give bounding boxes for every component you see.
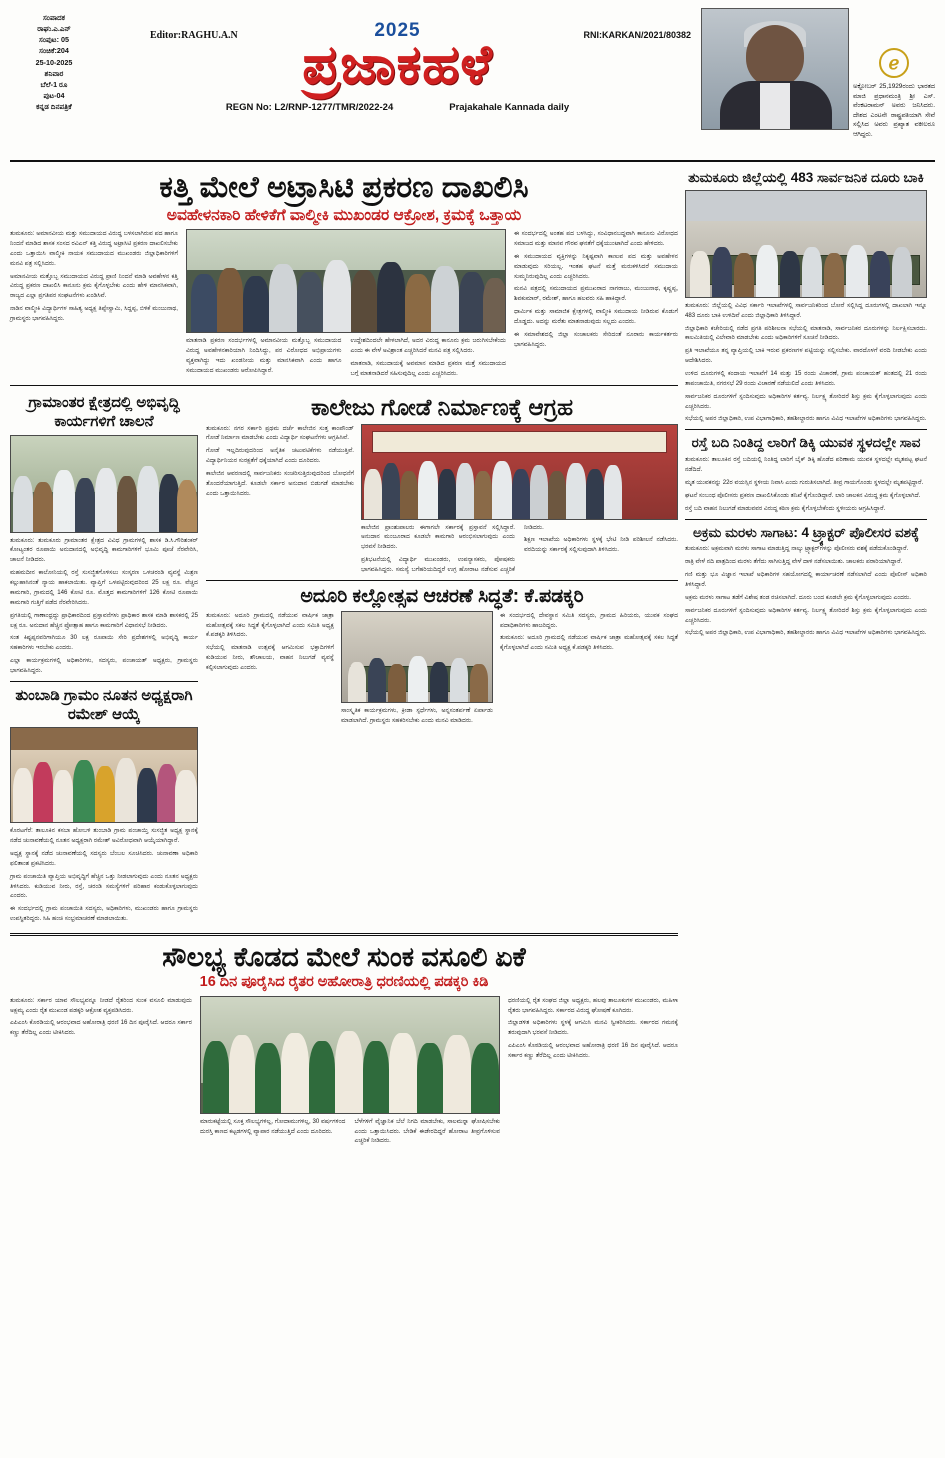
paragraph: ಸಾರ್ವಜನಿಕರ ದೂರುಗಳಿಗೆ ಸ್ಪಂದಿಸುವುದು ಅಧಿಕಾರಿಗಳ ಕರ್ತವ್ಯ. ನಿರ್ಲಕ್ಷ್ಯ ತೋರಿದರೆ ಶಿಸ್ತು ಕ್ರಮ ಕೈಗೊಳ್ಳಲಾಗುವುದು ಎಂದು ಎಚ್ಚರಿಸಿದರು. bbox=[685, 606, 927, 624]
masthead-info-line: ರಾಘು.ಎ.ಎನ್ bbox=[37, 24, 71, 34]
paragraph: ತುಮಕೂರು: ನಗರ ಸರ್ಕಾರಿ ಪ್ರಥಮ ದರ್ಜೆ ಕಾಲೇಜಿನ ಸುತ್ತ ಕಾಂಪೌಂಡ್ ಗೋಡೆ ನಿರ್ಮಾಣ ಮಾಡಬೇಕು ಎಂದು ವಿದ್ಯಾರ್ಥಿ ಸಂಘಟನೆಗಳು ಆಗ್ರಹಿಸಿವೆ. bbox=[206, 424, 354, 442]
paragraph: ಉಳಿದ ದೂರುಗಳಲ್ಲಿ ಕಂದಾಯ ಇಲಾಖೆಗೆ 14 ಮತ್ತು 15 ರಂದು ವಿಚಾರಣೆ, ಗ್ರಾಮ ಪಂಚಾಯತ್ ಹಂತದಲ್ಲಿ 21 ರಂದು ತಾಪಂಚಾಯಿತಿ, ನಗರಸಭೆ 29 ರಂದು ವಿಚಾರಣೆ ನಡೆಯಲಿದೆ ಎಂದು ತಿಳಿಸಿದರು. bbox=[685, 370, 927, 387]
portrait-head bbox=[746, 25, 804, 87]
right-story2-text bbox=[685, 455, 927, 513]
masthead bbox=[10, 8, 935, 156]
masthead-note bbox=[853, 8, 935, 156]
farmers-subheadline: 16 ದಿನ ಪೂರೈಸಿದ ರೈತರ ಅಹೋರಾತ್ರಿ ಧರಣಿಯಲ್ಲಿ ಪಡಕ್ಕರಿ ಕಿಡಿ bbox=[199, 974, 489, 991]
section-divider bbox=[10, 681, 198, 682]
paragraph: ತುಮಕೂರು: ಅದೂರಿ ಗ್ರಾಮದಲ್ಲಿ ನಡೆಯುವ ವಾರ್ಷಿಕ ಜಾತ್ರಾ ಮಹೋತ್ಸವಕ್ಕೆ ಸಕಲ ಸಿದ್ಧತೆ ಕೈಗೊಳ್ಳಲಾಗಿದೆ ಎಂದು ಸಮಿತಿ ಅಧ್ಯಕ್ಷ ಕೆ.ಪಡಕ್ಕರಿ ತಿಳಿಸಿದರು. bbox=[206, 611, 334, 639]
paragraph: ರಸ್ತೆ ಬದಿ ವಾಹನ ನಿಲುಗಡೆ ಮಾಡುವವರ ವಿರುದ್ಧ ಕಠಿಣ ಕ್ರಮ ಕೈಗೊಳ್ಳಬೇಕೆಂದು ಸ್ಥಳೀಯರು ಆಗ್ರಹಿಸಿದ್ದಾರೆ. bbox=[685, 504, 886, 512]
photo-crowd bbox=[342, 646, 492, 702]
paragraph: ತುಮಕೂರು: ಅದೂರಿ ಗ್ರಾಮದಲ್ಲಿ ನಡೆಯುವ ವಾರ್ಷಿಕ ಜಾತ್ರಾ ಮಹೋತ್ಸವಕ್ಕೆ ಸಕಲ ಸಿದ್ಧತೆ ಕೈಗೊಳ್ಳಲಾಗಿದೆ ಎಂದು ಸಮಿತಿ ಅಧ್ಯಕ್ಷ ಕೆ.ಪಡಕ್ಕರಿ ತಿಳಿಸಿದರು. bbox=[500, 634, 678, 652]
paragraph: ಕಾಲೇಜಿನ ಆವರಣದಲ್ಲಿ ಸಾರ್ವಜನಿಕರು ಸಂಚರಿಸುತ್ತಿರುವುದರಿಂದ ಬೋಧನೆಗೆ ತೊಂದರೆಯಾಗುತ್ತಿದೆ. ಕೂಡಲೇ ಸರ್ಕಾರ ಅನುದಾನ ಬಿಡುಗಡೆ ಮಾಡಬೇಕು ಎಂದು ಒತ್ತಾಯಿಸಿದರು. bbox=[206, 470, 354, 497]
adoor-headline: ಅದೂರಿ ಕಲ್ಲೋತ್ಸವ ಆಚರಣೆ ಸಿದ್ಧತೆ: ಕೆ.ಪಡಕ್ಕರಿ bbox=[300, 585, 584, 607]
college-headline: ಕಾಲೇಜು ಗೋಡೆ ನಿರ್ಮಾಣಕ್ಕೆ ಆಗ್ರಹ bbox=[310, 394, 574, 421]
tumbadi-text bbox=[10, 826, 198, 924]
college-photo bbox=[361, 424, 678, 520]
paragraph: ಗಣಿ ಮತ್ತು ಭೂ ವಿಜ್ಞಾನ ಇಲಾಖೆ ಅಧಿಕಾರಿಗಳ ಸಹಯೋಗದಲ್ಲಿ ಕಾರ್ಯಾಚರಣೆ ನಡೆಸಲಾಗಿದೆ ಎಂದು ಪೊಲೀಸ್ ಅಧಿಕಾರಿ ತಿಳಿಸಿದ್ದಾರೆ. bbox=[685, 571, 927, 588]
farmers-photo bbox=[200, 996, 500, 1114]
tumbadi-photo bbox=[10, 727, 198, 823]
portrait-photo bbox=[701, 8, 849, 130]
portrait-shirt bbox=[760, 83, 790, 130]
paragraph: ಈ ಸಮುದಾಯದ ವ್ಯಕ್ತಿಗಳನ್ನು ನಿಕೃಷ್ಟವಾಗಿ ಕಾಣುವ ಪದ ಮತ್ತು ಅವಹೇಳನ ಮಾಡುವುದು ಸರಿಯಲ್ಲ. ಇಂತಹ ಘಟನೆ ಮತ್ತೆ ಮರುಕಳಿಸಿದರೆ ಸಮುದಾಯ ಸುಮ್ಮನಿರುವುದಿಲ್ಲ ಎಂದು ಎಚ್ಚರಿಸಿದರು. bbox=[514, 252, 678, 280]
farmers-headline: ಸೌಲಭ್ಯ ಕೊಡದ ಮೇಲೆ ಸುಂಕ ವಸೂಲಿ ಏಕೆ bbox=[162, 942, 526, 973]
paragraph: ಪ್ರಗತಿಯಲ್ಲಿ ಗಾಣಾಂಧ್ರದ್ದು ಪ್ರಾಧಿಕಾರದಿಂದ ಪ್ರಸ್ತಾವನೆಗಳು ಪ್ರಾಧಿಕಾರ ಶಾಸಕ ಮಾಡಿ ಶಾಸಕರಲ್ಲಿ 25 ಲಕ್ಷ ರೂ. ಅನುದಾನ ಹೆಚ್ಚಿನ ಪ್ರೋತ್ಸಾಹ ಹಾಗೂ ಕಾಮಗಾರಿಗೆ ವಿಧಾನಸಭೆ ನೀಡಿದರು. bbox=[10, 611, 198, 629]
newspaper-tagline: Prajakahale Kannada daily bbox=[449, 102, 570, 113]
paragraph: ತುಮಕೂರು: ಸರ್ಕಾರ ಯಾವ ಸೌಲಭ್ಯವನ್ನೂ ನೀಡದೆ ರೈತರಿಂದ ಸುಂಕ ವಸೂಲಿ ಮಾಡುವುದು ಅಕ್ಷಮ್ಯ ಎಂದು ರೈತ ಮುಖಂಡ ಪಡಕ್ಕರಿ ಆಕ್ರೋಶ ವ್ಯಕ್ತಪಡಿಸಿದರು. bbox=[10, 996, 192, 1014]
paragraph: ತುಮಕೂರು: ಅಮಾನವೀಯ ಮತ್ತು ಸಮುದಾಯದ ವಿರುದ್ಧ ಬಳಸಲಾಗಿರುವ ಪದ ಹಾಗೂ ನಿಂದನೆ ಮಾಡಿದ ಶಾಸಕ ಸಂಸದ ರವಿಎನ್ ಕತ್ತಿ ವಿರುದ್ಧ ಅಟ್ರಾಸಿಟಿ ಪ್ರಕರಣ ದಾಖಲಿಸಬೇಕು ಎಂದು ಒತ್ತಾಯಿಸಿ ವಾಲ್ಮೀಕಿ ನಾಯಕ ಸಮುದಾಯದ ಮುಖಂಡರು ಜಿಲ್ಲಾಧಿಕಾರಿಗಳಿಗೆ ಮನವಿ ಪತ್ರ ಸಲ್ಲಿಸಿದರು. bbox=[10, 230, 178, 267]
section-divider bbox=[685, 429, 927, 430]
paragraph: ಘಟನೆ ಸಂಬಂಧ ಪೊಲೀಸರು ಪ್ರಕರಣ ದಾಖಲಿಸಿಕೊಂಡು ತನಿಖೆ ಕೈಗೊಂಡಿದ್ದಾರೆ. ಲಾರಿ ಚಾಲಕನ ವಿರುದ್ಧ ಕ್ರಮ ಕೈಗೊಳ್ಳಲಾಗಿದೆ. bbox=[685, 491, 921, 499]
lead-subheadline: ಅವಹೇಳನಕಾರಿ ಹೇಳಿಕೆಗೆ ವಾಲ್ಮೀಕಿ ಮುಖಂಡರ ಆಕ್ರೋಶ, ಕ್ರಮಕ್ಕೆ ಒತ್ತಾಯ bbox=[166, 206, 522, 224]
section-divider bbox=[10, 933, 678, 936]
paragraph: ಕಾಲೇಜಿನ ಪ್ರಾಂಶುಪಾಲರು ಈಗಾಗಲೇ ಸರ್ಕಾರಕ್ಕೆ ಪ್ರಸ್ತಾವನೆ ಸಲ್ಲಿಸಿದ್ದಾರೆ. ಅನುದಾನ ಮಂಜೂರಾದ ಕೂಡಲೇ ಕಾಮಗಾರಿ ಆರಂಭಿಸಲಾಗುವುದು ಎಂದು ಭರವಸೆ ನೀಡಿದರು. bbox=[361, 523, 515, 551]
lead-text-left bbox=[10, 229, 178, 380]
paragraph: ಪ್ರತಿಭಟನೆಯಲ್ಲಿ ವಿದ್ಯಾರ್ಥಿ ಮುಖಂಡರು, ಉಪನ್ಯಾಸಕರು, ಪೋಷಕರು ಭಾಗವಹಿಸಿದ್ದರು. ಸಮಸ್ಯೆ ಬಗೆಹರಿಯದಿದ್ದರೆ ಉಗ್ರ ಹೋರಾಟ ನಡೆಸುವ ಎಚ್ಚರಿಕೆ ನೀಡಿದರು. bbox=[361, 523, 544, 573]
rni-label: RNI:KARKAN/2021/80382 bbox=[583, 30, 691, 40]
registration-number: REGN No: L2/RNP-1277/TMR/2022-24 bbox=[225, 102, 394, 113]
paragraph: ಮಾರುಕಟ್ಟೆಯಲ್ಲಿ ಸೂಕ್ತ ಸೌಲಭ್ಯಗಳಿಲ್ಲ, ಗೋದಾಮುಗಳಿಲ್ಲ, 30 ವರ್ಷಗಳಿಂದ ದುರಸ್ತಿ ಕಾಣದ ಕಟ್ಟಡಗಳಲ್ಲಿ ವ್ಯಾಪಾರ ನಡೆಯುತ್ತಿದೆ ಎಂದು ದೂರಿದರು. bbox=[200, 1117, 346, 1135]
masthead-language: ಕನ್ನಡ ದಿನಪತ್ರಿಕೆ bbox=[36, 102, 72, 112]
paragraph: ಧಾರ್ಮಿಕ ಮತ್ತು ಸಾಮಾಜಿಕ ಕ್ಷೇತ್ರಗಳಲ್ಲಿ ವಾಲ್ಮೀಕಿ ಸಮುದಾಯ ನೀಡಿರುವ ಕೊಡುಗೆ ದೊಡ್ಡದು. ಅದನ್ನು ಮರೆತು ಮಾತನಾಡುವುದು ಸಲ್ಲದು ಎಂದರು. bbox=[514, 308, 678, 326]
masthead-price: ಬೆಲೆ-1 ರೂ bbox=[40, 79, 68, 89]
village-headline: ಗ್ರಾಮಾಂತರ ಕ್ಷೇತ್ರದಲ್ಲಿ ಅಭಿವೃದ್ಧಿ ಕಾರ್ಯಗಳಿಗೆ ಚಾಲನೆ bbox=[28, 394, 180, 430]
photo-crowd bbox=[686, 227, 926, 297]
photo-crowd bbox=[201, 1015, 499, 1113]
paragraph: ಧರಣಿಯಲ್ಲಿ ರೈತ ಸಂಘದ ಜಿಲ್ಲಾ ಅಧ್ಯಕ್ಷರು, ಹಲವು ತಾಲೂಕುಗಳ ಮುಖಂಡರು, ಮಹಿಳಾ ರೈತರು ಭಾಗವಹಿಸಿದ್ದರು. ಸರ್ಕಾರದ ವಿರುದ್ಧ ಘೋಷಣೆ ಕೂಗಿದರು. bbox=[508, 996, 678, 1014]
right-story1-headline: ತುಮಕೂರು ಜಿಲ್ಲೆಯಲ್ಲಿ 483 ಸಾರ್ವಜನಿಕ ದೂರು ಬಾಕಿ bbox=[688, 170, 924, 185]
paragraph: ಸಾಂಸ್ಕೃತಿಕ ಕಾರ್ಯಕ್ರಮಗಳು, ಕ್ರೀಡಾ ಸ್ಪರ್ಧೆಗಳು, ಅನ್ನಸಂತರ್ಪಣೆ ಏರ್ಪಾಡು ಮಾಡಲಾಗಿದೆ. ಗ್ರಾಮಸ್ಥರು ಸಹಕರಿಸಬೇಕು ಎಂದು ಮನವಿ ಮಾಡಿದರು. bbox=[341, 706, 493, 724]
paragraph: ಮಾತನಾಡಿ ಪ್ರಕರಣ ಸಂದರ್ಭಗಳಲ್ಲಿ ಅಮಾನವೀಯ ಮತ್ತೊಬ್ಬ ಸಮುದಾಯದ ವಿರುದ್ಧ ಅವಹೇಳನಕಾರಿಯಾಗಿ ನಿಂದಿಸಿದ್ದು, ಪರ ವಿರೋಧದ ಅಭಿಪ್ರಾಯಗಳು ವ್ಯಕ್ತವಾಗಿದ್ದು ಇದು ಖಂಡನೀಯ ಮತ್ತು ಮಾನಸಿಕವಾಗಿ ಎಂದು ಹಾಗೂ ಸಮುದಾಯದ ಮುಖಂಡರು ಆರೋಪಿಸಿದ್ದಾರೆ. bbox=[186, 337, 342, 374]
adoor-text-center bbox=[341, 706, 493, 726]
paragraph: ಮಾತನಾಡಿ, ಸಮುದಾಯಕ್ಕೆ ಅವಮಾನ ಮಾಡಿದ ಪ್ರಕರಣ ಮತ್ತೆ ಸಮುದಾಯದ ಬಗ್ಗೆ ಮಾತನಾಡಿದರೆ ಸಹಿಸುವುದಿಲ್ಲ ಎಂದು ಎಚ್ಚರಿಸಿದರು. bbox=[350, 359, 506, 377]
masthead-issue: ಸಂಚಿಕೆ:204 bbox=[39, 46, 69, 56]
photo-wall bbox=[686, 191, 926, 221]
left-sub-column bbox=[10, 391, 198, 927]
masthead-center bbox=[98, 8, 697, 156]
main-column bbox=[10, 167, 678, 1146]
section-divider bbox=[685, 519, 927, 520]
photo-banner bbox=[11, 728, 197, 750]
newspaper-title: ಪ್ರಜಾಕಹಳೆ bbox=[302, 35, 493, 95]
masthead-divider bbox=[10, 160, 935, 162]
lead-photo bbox=[186, 229, 506, 333]
masthead-info-block bbox=[10, 8, 98, 156]
paragraph: ಎಪಿಎಂಸಿ ಕೊಠಡಿಯಲ್ಲಿ ಆರಂಭವಾದ ಅಹೋರಾತ್ರಿ ಧರಣಿ 16 ದಿನ ಪೂರೈಸಿದೆ. ಆದರೂ ಸರ್ಕಾರ ಕಣ್ಣು ತೆರೆದಿಲ್ಲ ಎಂದು ಟೀಕಿಸಿದರು. bbox=[508, 1042, 678, 1059]
right-story1-text bbox=[685, 301, 927, 424]
paragraph: ಗ್ರಾಮ ಪಂಚಾಯಿತಿ ವ್ಯಾಪ್ತಿಯ ಅಭಿವೃದ್ಧಿಗೆ ಹೆಚ್ಚಿನ ಒತ್ತು ನೀಡಲಾಗುವುದು ಎಂದು ನೂತನ ಅಧ್ಯಕ್ಷರು ತಿಳಿಸಿದರು. ಕುಡಿಯುವ ನೀರು, ರಸ್ತೆ, ಚರಂಡಿ ಸಮಸ್ಯೆಗಳಿಗೆ ಪರಿಹಾರ ಕಂಡುಕೊಳ್ಳಲಾಗುವುದು ಎಂದರು. bbox=[10, 872, 198, 900]
paragraph: ಮೃತ ಯುವಕನನ್ನು 22ರ ವಯಸ್ಸಿನ ಸ್ಥಳೀಯ ನಿವಾಸಿ ಎಂದು ಗುರುತಿಸಲಾಗಿದೆ. ತೀವ್ರ ಗಾಯಗೊಂಡು ಸ್ಥಳದಲ್ಲೇ ಮೃತಪಟ್ಟಿದ್ದಾರೆ. bbox=[685, 478, 924, 486]
masthead-year: 2025 bbox=[374, 20, 421, 41]
college-text-left bbox=[206, 424, 354, 575]
right-story3-text bbox=[685, 544, 927, 638]
section-divider bbox=[10, 385, 678, 386]
paragraph: ಸಂತ ಕಿಷ್ಟಪ್ಪನವರಿಗಾಗಿಯೂ 30 ಲಕ್ಷ ರೂಪಾಯಿ ಸೇರಿ ಪ್ರದೇಶಗಳಲ್ಲಿ ಅಭಿವೃದ್ಧಿ ಕಾರ್ಯ ಸಹಕಾರಿಗಳು ಇರಬೇಕು ಎಂದರು. bbox=[10, 634, 198, 652]
village-text bbox=[10, 536, 198, 676]
masthead-date: 25-10-2025 bbox=[35, 57, 73, 67]
masthead-pages: ಪುಟ-04 bbox=[43, 91, 65, 101]
lead-headline: ಕತ್ತಿ ಮೇಲೆ ಅಟ್ರಾಸಿಟಿ ಪ್ರಕರಣ ದಾಖಲಿಸಿ bbox=[159, 171, 529, 204]
paragraph: ತುಮಕೂರು: ತಾಲೂಕಿನ ರಸ್ತೆ ಬದಿಯಲ್ಲಿ ನಿಂತಿದ್ದ ಲಾರಿಗೆ ಬೈಕ್ ಡಿಕ್ಕಿ ಹೊಡೆದ ಪರಿಣಾಮ ಯುವಕ ಸ್ಥಳದಲ್ಲೇ ಮೃತಪಟ್ಟ ಘಟನೆ ನಡೆದಿದೆ. bbox=[685, 456, 927, 474]
paragraph: ಬೆಳೆಗಳಿಗೆ ವೈಜ್ಞಾನಿಕ ಬೆಲೆ ನಿಗದಿ ಮಾಡಬೇಕು, ಸಾಲಮನ್ನಾ ಘೋಷಿಸಬೇಕು ಎಂದು ಒತ್ತಾಯಿಸಿದರು. ಬೇಡಿಕೆ ಈಡೇರದಿದ್ದರೆ ಹೋರಾಟ ತೀವ್ರಗೊಳಿಸುವ ಎಚ್ಚರಿಕೆ ನೀಡಿದರು. bbox=[354, 1117, 500, 1145]
paragraph: ಈ ಸಂದರ್ಭದಲ್ಲಿ ಅಂತಹ ಪದ ಬಳಸಿದ್ದು, ಸಂವಿಧಾನಬದ್ಧವಾಗಿ ಕಾನೂನು ವಿರೋಧದ ಸಮಾಜದ ಮತ್ತು ಮಾನವ ಗೌರವ ಘನತೆಗೆ ಧಕ್ಕೆಯುಂಟಾಗಿದೆ ಎಂದು ಹೇಳಿದರು. bbox=[514, 230, 678, 248]
paragraph: ಈ ಸಂದರ್ಭದಲ್ಲಿ ದೇವಸ್ಥಾನ ಸಮಿತಿ ಸದಸ್ಯರು, ಗ್ರಾಮದ ಹಿರಿಯರು, ಯುವಕ ಸಂಘದ ಪದಾಧಿಕಾರಿಗಳು ಹಾಜರಿದ್ದರು. bbox=[500, 611, 678, 629]
village-photo bbox=[10, 435, 198, 533]
paragraph: ಜಿಲ್ಲಾಡಳಿತ ಅಧಿಕಾರಿಗಳು ಸ್ಥಳಕ್ಕೆ ಆಗಮಿಸಿ ಮನವಿ ಸ್ವೀಕರಿಸಿದರು. ಸರ್ಕಾರದ ಗಮನಕ್ಕೆ ತರುವುದಾಗಿ ಭರವಸೆ ನೀಡಿದರು. bbox=[508, 1019, 678, 1037]
college-text-right bbox=[361, 523, 678, 575]
photo-crowd bbox=[187, 246, 505, 332]
paragraph: ಪ್ರತಿ ಇಲಾಖೆಯೂ ತನ್ನ ವ್ಯಾಪ್ತಿಯಲ್ಲಿ ಬಾಕಿ ಇರುವ ಪ್ರಕರಣಗಳ ಪಟ್ಟಿಯನ್ನು ಸಲ್ಲಿಸಬೇಕು. ವಾರದೊಳಗೆ ವರದಿ ನೀಡಬೇಕು ಎಂದು ಆದೇಶಿಸಿದರು. bbox=[685, 347, 927, 365]
center-sub-column bbox=[206, 391, 678, 927]
right-story3-headline: ಅಕ್ರಮ ಮರಳು ಸಾಗಾಟ: 4 ಟ್ರ್ಯಾಕ್ಟರ್ ಪೊಲೀಸರ ವಶಕ್ಕೆ bbox=[693, 524, 919, 540]
farmers-text-right bbox=[508, 996, 678, 1147]
paragraph: ಮನವಿ ಪತ್ರದಲ್ಲಿ ಸಮುದಾಯದ ಪ್ರಮುಖರಾದ ನಾಗರಾಜು, ಮಂಜುನಾಥ, ಕೃಷ್ಣಪ್ಪ, ಶಿವಕುಮಾರ್, ರಮೇಶ್, ಹಾಗೂ ಹಲವರು ಸಹಿ ಹಾಕಿದ್ದಾರೆ. bbox=[514, 285, 678, 303]
paragraph: ಈ ಸಂದರ್ಭದಲ್ಲಿ ಗ್ರಾಮ ಪಂಚಾಯಿತಿ ಸದಸ್ಯರು, ಅಧಿಕಾರಿಗಳು, ಮುಖಂಡರು ಹಾಗೂ ಗ್ರಾಮಸ್ಥರು ಉಪಸ್ಥಿತರಿದ್ದರು. ಸಿಹಿ ಹಂಚಿ ಸಂಭ್ರಮಾಚರಣೆ ಮಾಡಲಾಯಿತು. bbox=[10, 905, 198, 923]
adoor-text-left bbox=[206, 611, 334, 729]
paragraph: ಕೊರಟಗೆರೆ: ತಾಲೂಕಿನ ಕಸಬಾ ಹೋಬಳಿ ತುಂಬಾಡಿ ಗ್ರಾಮ ಪಂಚಾಯ್ತಿ ಸುಸಜ್ಜಿತ ಅಧ್ಯಕ್ಷ ಸ್ಥಾನಕ್ಕೆ ನಡೆದ ಚುನಾವಣೆಯಲ್ಲಿ ನೂತನ ಅಧ್ಯಕ್ಷರಾಗಿ ರಮೇಶ್ ಅವಿರೋಧವಾಗಿ ಆಯ್ಕೆಯಾಗಿದ್ದಾರೆ. bbox=[10, 827, 198, 845]
dc-meeting-photo bbox=[685, 190, 927, 298]
lead-text-right bbox=[514, 229, 678, 380]
paragraph: ಸಾರ್ವಜನಿಕರ ದೂರುಗಳಿಗೆ ಸ್ಪಂದಿಸುವುದು ಅಧಿಕಾರಿಗಳ ಕರ್ತವ್ಯ. ನಿರ್ಲಕ್ಷ್ಯ ತೋರಿದರೆ ಶಿಸ್ತು ಕ್ರಮ ಕೈಗೊಳ್ಳಲಾಗುವುದು ಎಂದು ಎಚ್ಚರಿಸಿದರು. bbox=[685, 392, 927, 410]
paragraph: ಎಪಿಎಂಸಿ ಕೊಠಡಿಯಲ್ಲಿ ಆರಂಭವಾದ ಅಹೋರಾತ್ರಿ ಧರಣಿ 16 ದಿನ ಪೂರೈಸಿದೆ. ಆದರೂ ಸರ್ಕಾರ ಕಣ್ಣು ತೆರೆದಿಲ್ಲ ಎಂದು ಟೀಕಿಸಿದರು. bbox=[10, 1019, 192, 1037]
right-story2-headline: ರಸ್ತೆ ಬದಿ ನಿಂತಿದ್ದ ಲಾರಿಗೆ ಡಿಕ್ಕಿ ಯುವಕ ಸ್ಥಳದಲ್ಲೇ ಸಾವ bbox=[691, 435, 921, 451]
section-divider bbox=[206, 580, 678, 581]
paragraph: ಉದ್ದೇಶದಿಂದಲೇ ಹೇಳಲಾಗಿದೆ, ಅದರ ವಿರುದ್ಧ ಕಾನೂನು ಕ್ರಮ ಜರುಗಿಸಬೇಕೆಂದು ಎಂದು ಈ ವೇಳೆ ಅವಿಶ್ರಾಂತ ಎಚ್ಚರಿಸಿದರೆ ಮನವಿ ಪತ್ರ ಸಲ್ಲಿಸಿದರು. bbox=[350, 337, 506, 355]
paragraph: ಸಭೆಯಲ್ಲಿ ಮಾತನಾಡಿ ಉತ್ಸವಕ್ಕೆ ಆಗಮಿಸುವ ಭಕ್ತಾದಿಗಳಿಗೆ ಕುಡಿಯುವ ನೀರು, ಶೌಚಾಲಯ, ವಾಹನ ನಿಲುಗಡೆ ವ್ಯವಸ್ಥೆ ಕಲ್ಪಿಸಲಾಗುವುದು ಎಂದರು. bbox=[206, 644, 334, 671]
paragraph: ಗೋಡೆ ಇಲ್ಲದಿರುವುದರಿಂದ ಅನೈತಿಕ ಚಟುವಟಿಕೆಗಳು ನಡೆಯುತ್ತಿವೆ. ವಿದ್ಯಾರ್ಥಿನಿಯರ ಸುರಕ್ಷತೆಗೆ ಧಕ್ಕೆಯಾಗಿದೆ ಎಂದು ದೂರಿದರು. bbox=[206, 447, 354, 465]
paragraph: ತುಮಕೂರು: ತುಮಕೂರು ಗ್ರಾಮಾಂತರ ಕ್ಷೇತ್ರದ ವಿವಿಧ ಗ್ರಾಮಗಳಲ್ಲಿ ಶಾಸಕ ಡಿ.ಸಿ.ಗೌರಿಶಂಕರ್ ಕೋಟ್ಯಂತರ ರೂಪಾಯಿ ಅನುದಾನದಲ್ಲಿ ಅಭಿವೃದ್ಧಿ ಕಾಮಗಾರಿಗಳಿಗೆ ಭೂಮಿ ಪೂಜೆ ನೆರವೇರಿಸಿ, ಚಾಲನೆ ನೀಡಿದರು. bbox=[10, 536, 198, 564]
paragraph: ಅಧ್ಯಕ್ಷ ಸ್ಥಾನಕ್ಕೆ ನಡೆದ ಚುನಾವಣೆಯಲ್ಲಿ ಸದಸ್ಯರು ಬೆಂಬಲ ಸೂಚಿಸಿದರು. ಚುನಾವಣಾ ಅಧಿಕಾರಿ ಫಲಿತಾಂಶ ಪ್ರಕಟಿಸಿದರು. bbox=[10, 850, 198, 867]
paragraph: ಅಮಾನವೀಯ ಮತ್ತೊಬ್ಬ ಸಮುದಾಯದ ವಿರುದ್ಧ ಪ್ರಾಣಿ ನಿಂದನೆ ಮಾಡಿ ಅವಹೇಳನ ಕತ್ತಿ ವಿರುದ್ಧ ಪ್ರಕರಣ ದಾಖಲಿಸಿ ಕಾನೂನು ಕ್ರಮ ಕೈಗೊಳ್ಳಬೇಕು ಎಂದು ಹೇಳಿ ಮಾನಸಿಕವಾಗಿ, ರಾಜ್ಯದ ಎಲ್ಲಾ ಪ್ರಗತಿಪರ ಸಂಘಟನೆಗಳು ಖಂಡಿಸಿವೆ. bbox=[10, 272, 178, 300]
paragraph: ಅಕ್ರಮ ಮರಳು ಸಾಗಾಟ ತಡೆಗೆ ವಿಶೇಷ ತಂಡ ರಚಿಸಲಾಗಿದೆ. ದೂರು ಬಂದ ಕೂಡಲೇ ಕ್ರಮ ಕೈಗೊಳ್ಳಲಾಗುವುದು ಎಂದರು. bbox=[685, 593, 911, 601]
adoor-text-right bbox=[500, 611, 678, 729]
paragraph: ಈ ಸಮಾವೇಶದಲ್ಲಿ ಜಿಲ್ಲಾ ಸಂಚಾಲಕರು ಸೇರಿದಂತೆ ನೂರಾರು ಕಾರ್ಯಕರ್ತರು ಭಾಗವಹಿಸಿದ್ದರು. bbox=[514, 330, 678, 348]
masthead-right bbox=[697, 8, 935, 156]
paragraph: ಸಭೆಯಲ್ಲಿ ಅಪರ ಜಿಲ್ಲಾಧಿಕಾರಿ, ಉಪ ವಿಭಾಗಾಧಿಕಾರಿ, ತಹಶೀಲ್ದಾರರು ಹಾಗೂ ವಿವಿಧ ಇಲಾಖೆಗಳ ಅಧಿಕಾರಿಗಳು ಭಾಗವಹಿಸಿದ್ದರು. bbox=[685, 629, 927, 637]
lead-text-center bbox=[186, 336, 506, 380]
paragraph: ಜಿಲ್ಲಾಧಿಕಾರಿ ಕಚೇರಿಯಲ್ಲಿ ನಡೆದ ಪ್ರಗತಿ ಪರಿಶೀಲನಾ ಸಭೆಯಲ್ಲಿ ಮಾತನಾಡಿ, ಸಾರ್ವಜನಿಕರ ದೂರುಗಳನ್ನು ನಿರ್ಲಕ್ಷಿಸಬಾರದು. ಕಾಲಮಿತಿಯಲ್ಲಿ ವಿಲೇವಾರಿ ಮಾಡಬೇಕು ಎಂದು ಅಧಿಕಾರಿಗಳಿಗೆ ಸೂಚನೆ ನೀಡಿದರು. bbox=[685, 324, 927, 342]
right-column bbox=[685, 167, 927, 1146]
photo-crowd bbox=[362, 449, 677, 519]
paragraph: ಶಿಕ್ಷಣ ಇಲಾಖೆಯ ಅಧಿಕಾರಿಗಳು ಸ್ಥಳಕ್ಕೆ ಭೇಟಿ ನೀಡಿ ಪರಿಶೀಲನೆ ನಡೆಸಿದರು. ವರದಿಯನ್ನು ಸರ್ಕಾರಕ್ಕೆ ಸಲ್ಲಿಸುವುದಾಗಿ ತಿಳಿಸಿದರು. bbox=[524, 536, 678, 554]
paragraph: ತುಮಕೂರು: ಅಕ್ರಮವಾಗಿ ಮರಳು ಸಾಗಾಟ ಮಾಡುತ್ತಿದ್ದ ನಾಲ್ಕು ಟ್ರ್ಯಾಕ್ಟರ್‌ಗಳನ್ನು ಪೊಲೀಸರು ವಶಕ್ಕೆ ಪಡೆದುಕೊಂಡಿದ್ದಾರೆ. bbox=[685, 545, 909, 553]
paragraph: ತುಮಕೂರು: ಜಿಲ್ಲೆಯಲ್ಲಿ ವಿವಿಧ ಸರ್ಕಾರಿ ಇಲಾಖೆಗಳಲ್ಲಿ ಸಾರ್ವಜನಿಕರಿಂದ ಬೋರೆ ಸಲ್ಲಿಸಿದ್ದ ದೂರುಗಳಲ್ಲಿ ದಾಖಲಾಗಿ ಇನ್ನೂ 483 ದೂರು ಬಾಕಿ ಉಳಿದಿವೆ ಎಂದು ಜಿಲ್ಲಾಧಿಕಾರಿ ತಿಳಿಸಿದ್ದಾರೆ. bbox=[685, 301, 927, 319]
paragraph: ರಾತ್ರಿ ವೇಳೆ ನದಿ ಪಾತ್ರದಿಂದ ಮರಳು ತೆಗೆದು ಸಾಗಿಸುತ್ತಿದ್ದ ವೇಳೆ ದಾಳಿ ನಡೆಸಲಾಯಿತು. ಚಾಲಕರು ಪರಾರಿಯಾಗಿದ್ದಾರೆ. bbox=[685, 558, 903, 566]
adoor-photo bbox=[341, 611, 493, 703]
paragraph: ಮಹಮದೀನ ಕಾಲೋನಿಯಲ್ಲಿ ರಸ್ತೆ ಸುಸಜ್ಜಿತಗೊಳಿಸಲು ಸಂಸ್ಕರಣ ಒಳಚರಂಡಿ ವ್ಯವಸ್ಥೆ ಮಿಶ್ರಣ ಕಲ್ಲುಹಾಸಿನಂತೆ ನ್ಯಾಯ ಹಾಕಲಾಯಿತು. ವ್ಯಾಪ್ತಿಗೆ ಒಳಪಟ್ಟಿರುವುದರಿಂದ 25 ಲಕ್ಷ ರೂ. ವೆಚ್ಚದ ಕಾಮಗಾರಿ, ಗ್ರಾಮದಲ್ಲಿ 146 ಕೋಟಿ ರೂ. ಮೊತ್ತದ ಕಾಮಗಾರಿಗಳಿಗೆ 126 ಕೋಟಿ ರೂಪಾಯಿ ಕಾಮಗಾರಿ ಗುತ್ತಿಗೆ ಪಡೆದ ನೆರವೇರಿಸಿದರು. bbox=[10, 569, 198, 606]
masthead-info-line: ಸಂಪಾದಕ bbox=[42, 13, 66, 22]
tumbadi-headline: ತುಂಬಾಡಿ ಗ್ರಾಮಂ ನೂತನ ಅಧ್ಯಕ್ಷರಾಗಿ ರಮೇಶ್ ಆಯ್ಕೆ bbox=[15, 686, 193, 723]
paragraph: ಸಭೆಯಲ್ಲಿ ಅಪರ ಜಿಲ್ಲಾಧಿಕಾರಿ, ಉಪ ವಿಭಾಗಾಧಿಕಾರಿ, ತಹಶೀಲ್ದಾರರು ಹಾಗೂ ವಿವಿಧ ಇಲಾಖೆಗಳ ಅಧಿಕಾರಿಗಳು ಭಾಗವಹಿಸಿದ್ದರು. bbox=[685, 415, 927, 423]
photo-crowd bbox=[11, 748, 197, 822]
masthead-volume: ಸಂಪುಟ: 05 bbox=[39, 35, 69, 45]
farmers-text-left bbox=[10, 996, 192, 1147]
editor-label: Editor:RAGHU.A.N bbox=[150, 30, 238, 41]
photo-crowd bbox=[11, 452, 197, 532]
paragraph: ನಾಡಿನ ವಾಲ್ಮೀಕಿ ವಿದ್ಯಾರ್ಥಿಗಳ ಸಾಹಿತ್ಯ ಅಧ್ಯಕ್ಷ ತಿಪ್ಪೇಸ್ವಾಮಿ, ಸಿದ್ದಪ್ಪ, ಬಿಳಿಕೆ ಮಂಜುನಾಥ, ಗ್ರಾಮಸ್ಥರು ಭಾಗವಹಿಸಿದ್ದರು. bbox=[10, 305, 178, 323]
masthead-note-text: ಅಕ್ಟೋಬರ್ 25,1929ರಂದು ಭಾರತದ ಮಾಜಿ ಪ್ರಧಾನಮಂತ್ರಿ ಶ್ರೀ ಎಸ್. ವೆಂಕಟರಾಮನ್ ಅವರು ಜನಿಸಿದರು. ದೇಶದ ಎಂಟನೇ ರಾಷ್ಟ್ರಪತಿಯಾಗಿ ಸೇವೆ ಸಲ್ಲಿಸಿದ ಅವರು ಪ್ರಖ್ಯಾತ ವಕೀಲರೂ ಆಗಿದ್ದರು. bbox=[853, 83, 935, 139]
masthead-day: ಶನಿವಾರ bbox=[44, 68, 64, 78]
farmers-text-center bbox=[200, 1117, 500, 1147]
paragraph: ಎಲ್ಲಾ ಕಾರ್ಯಕ್ರಮಗಳಲ್ಲಿ ಅಧಿಕಾರಿಗಳು, ಸದಸ್ಯರು, ಪಂಚಾಯತ್ ಅಧ್ಯಕ್ಷರು, ಗ್ರಾಮಸ್ಥರು ಭಾಗವಹಿಸಿದ್ದರು. bbox=[10, 657, 198, 674]
emblem-icon: ℯ bbox=[879, 48, 909, 78]
